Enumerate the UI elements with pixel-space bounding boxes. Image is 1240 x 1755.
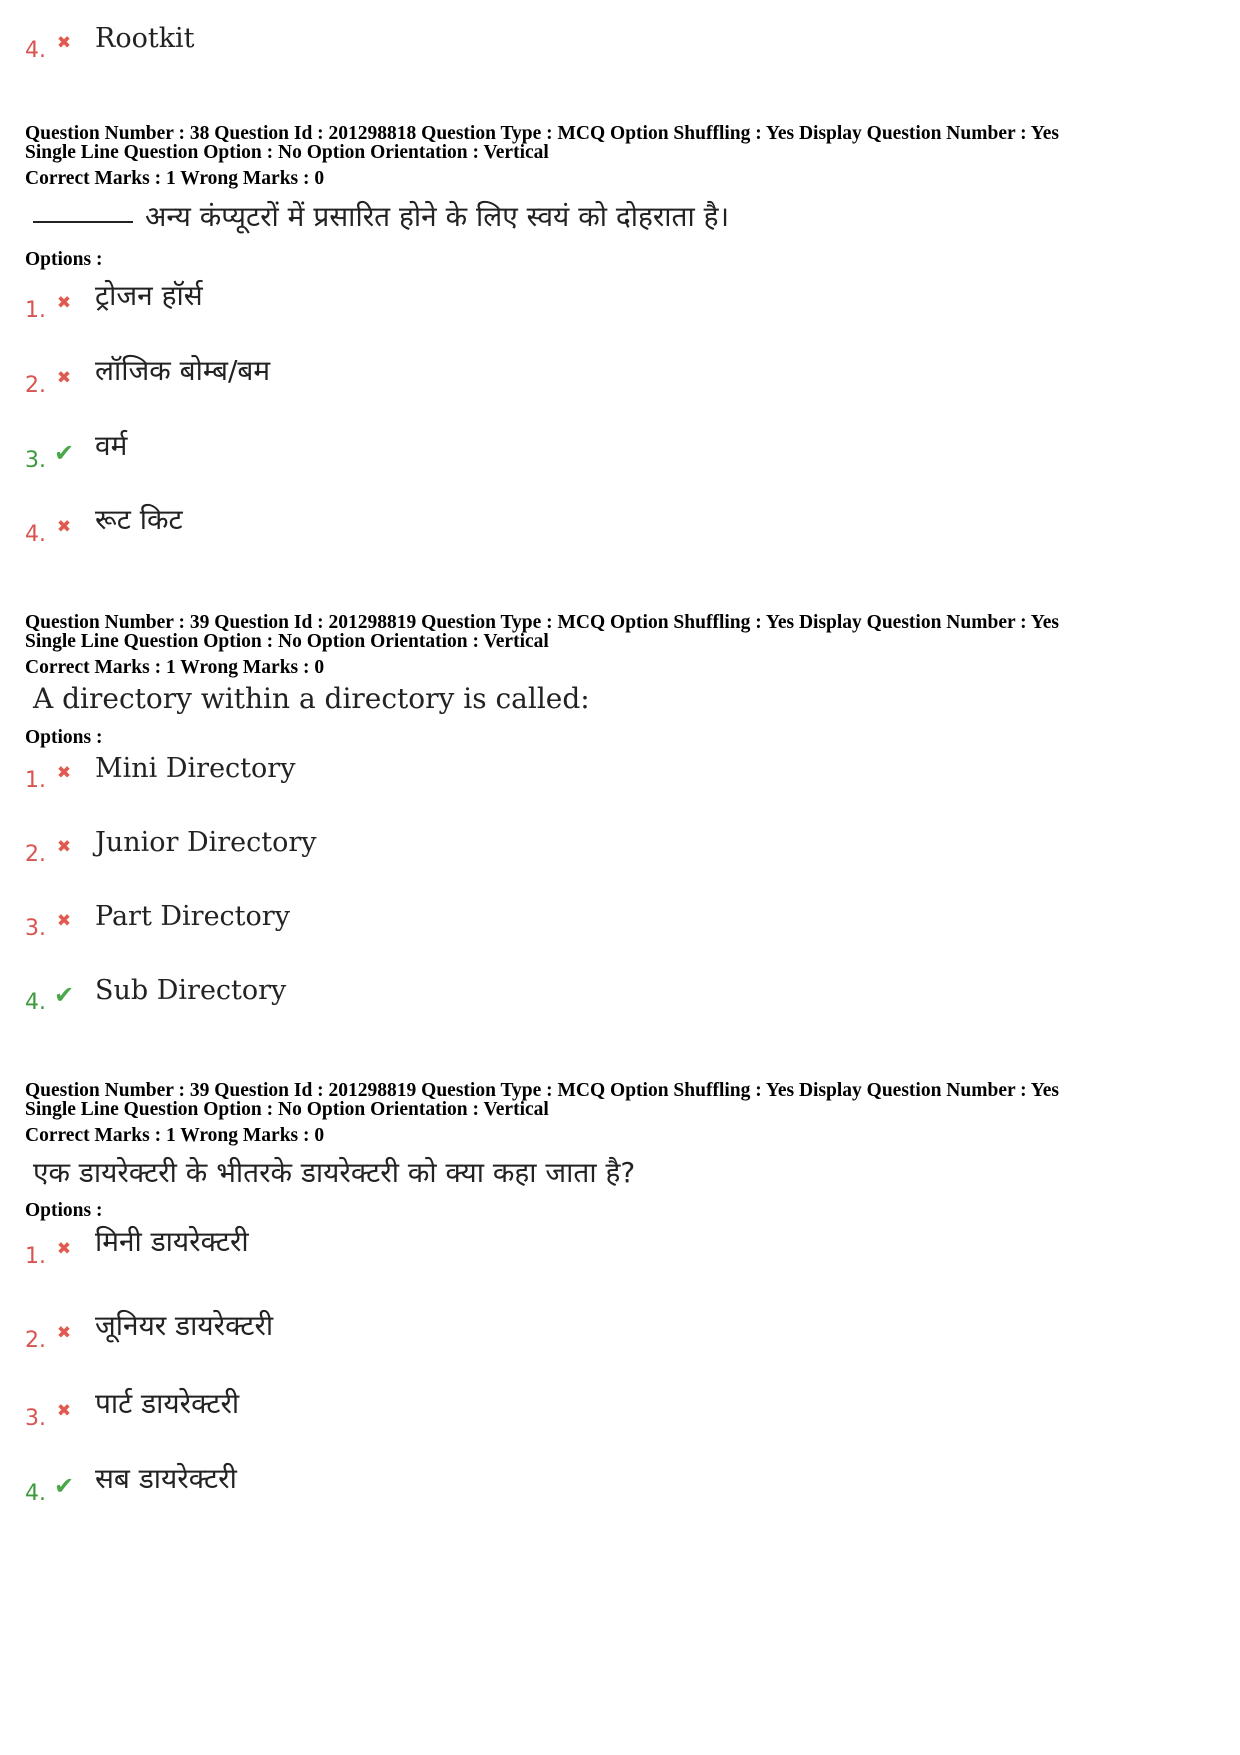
cross-icon: ✖ xyxy=(56,33,72,53)
option-item xyxy=(25,1225,249,1269)
option-item xyxy=(25,974,286,1014)
question-text-content: अन्य कंप्यूटरों में प्रसारित होने के लिए स्वयं को दोहराता है। xyxy=(145,200,730,233)
option-item xyxy=(25,1309,274,1353)
option-item xyxy=(25,826,317,866)
option-number: 4. xyxy=(25,522,46,547)
cross-icon: ✖ xyxy=(56,1239,72,1259)
option-text: Junior Directory xyxy=(95,827,317,858)
option-item xyxy=(25,752,295,792)
option-text: ट्रोजन हॉर्स xyxy=(95,279,203,312)
option-text: Mini Directory xyxy=(95,753,296,784)
option-number: 1. xyxy=(25,1244,46,1269)
options-label: Options : xyxy=(25,249,103,270)
option-item xyxy=(25,354,271,398)
option-number: 2. xyxy=(25,842,46,867)
question-text xyxy=(33,197,729,235)
option-number: 4. xyxy=(25,38,46,63)
option-text: Rootkit xyxy=(95,23,195,54)
option-number: 4. xyxy=(25,990,46,1015)
option-number: 4. xyxy=(25,1481,46,1506)
option-item xyxy=(25,900,290,940)
option-number: 3. xyxy=(25,1406,46,1431)
cross-icon: ✖ xyxy=(56,763,72,783)
cross-icon: ✖ xyxy=(56,1401,72,1421)
option-text: मिनी डायरेक्टरी xyxy=(95,1225,249,1258)
cross-icon: ✖ xyxy=(56,517,72,537)
question-text: एक डायरेक्टरी के भीतरके डायरेक्टरी को क्या कहा जाता है? xyxy=(33,1156,636,1189)
question-meta: Question Number : 38 Question Id : 201298818 Question Type : MCQ Option Shuffling : Yes Display Question Number : Yes xyxy=(25,123,1059,144)
question-meta: Single Line Question Option : No Option Orientation : Vertical xyxy=(25,142,549,163)
option-text: Sub Directory xyxy=(95,975,287,1006)
option-item xyxy=(25,1387,240,1431)
question-marks: Correct Marks : 1 Wrong Marks : 0 xyxy=(25,1125,325,1146)
option-text: पार्ट डायरेक्टरी xyxy=(95,1387,240,1420)
check-icon: ✔ xyxy=(53,981,75,1009)
fill-blank xyxy=(33,221,133,223)
cross-icon: ✖ xyxy=(56,1323,72,1343)
option-item xyxy=(25,22,195,62)
option-number: 2. xyxy=(25,373,46,398)
option-number: 1. xyxy=(25,768,46,793)
check-icon: ✔ xyxy=(53,1472,75,1500)
cross-icon: ✖ xyxy=(56,368,72,388)
option-text: वर्म xyxy=(95,429,128,462)
option-item xyxy=(25,1462,237,1506)
option-number: 1. xyxy=(25,298,46,323)
question-marks: Correct Marks : 1 Wrong Marks : 0 xyxy=(25,657,325,678)
question-text: A directory within a directory is called: xyxy=(33,682,590,715)
options-label: Options : xyxy=(25,1200,103,1221)
option-text: सब डायरेक्टरी xyxy=(95,1462,237,1495)
option-text: रूट किट xyxy=(95,503,183,536)
option-text: जूनियर डायरेक्टरी xyxy=(95,1309,274,1342)
cross-icon: ✖ xyxy=(56,911,72,931)
option-number: 3. xyxy=(25,448,46,473)
question-meta: Single Line Question Option : No Option Orientation : Vertical xyxy=(25,1099,549,1120)
option-item xyxy=(25,429,128,473)
options-label: Options : xyxy=(25,727,103,748)
option-number: 3. xyxy=(25,916,46,941)
option-number: 2. xyxy=(25,1328,46,1353)
cross-icon: ✖ xyxy=(56,293,72,313)
question-marks: Correct Marks : 1 Wrong Marks : 0 xyxy=(25,168,325,189)
question-meta: Question Number : 39 Question Id : 201298819 Question Type : MCQ Option Shuffling : Yes Display Question Number : Yes xyxy=(25,612,1059,633)
option-text: Part Directory xyxy=(95,901,290,932)
question-meta: Single Line Question Option : No Option Orientation : Vertical xyxy=(25,631,549,652)
cross-icon: ✖ xyxy=(56,837,72,857)
check-icon: ✔ xyxy=(53,439,75,467)
option-item xyxy=(25,503,183,547)
option-text: लॉजिक बोम्ब/बम xyxy=(95,354,271,387)
option-item xyxy=(25,279,203,323)
question-meta: Question Number : 39 Question Id : 201298819 Question Type : MCQ Option Shuffling : Yes Display Question Number : Yes xyxy=(25,1080,1059,1101)
